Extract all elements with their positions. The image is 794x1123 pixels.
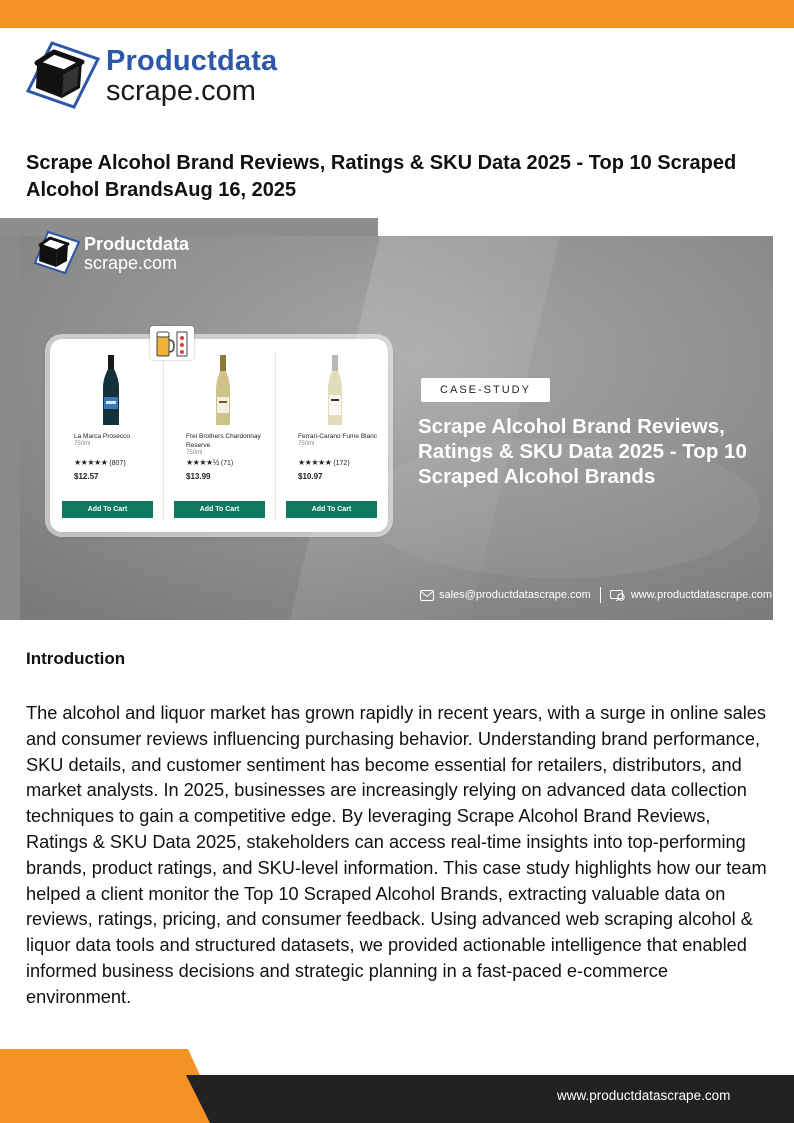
review-count: (807) bbox=[109, 460, 126, 467]
star-rating-icon: ★★★★★ bbox=[298, 458, 332, 467]
product-size: 750ml bbox=[298, 441, 315, 447]
section-heading-introduction: Introduction bbox=[26, 649, 126, 668]
globe-click-icon bbox=[610, 590, 626, 601]
drinks-icon bbox=[150, 326, 194, 360]
review-count: (172) bbox=[333, 460, 350, 467]
product-rating bbox=[186, 458, 276, 467]
product-size: 750ml bbox=[186, 450, 203, 456]
cube-logo-icon bbox=[24, 40, 104, 112]
product-size: 750ml bbox=[74, 441, 91, 447]
banner-logo-line-2: scrape.com bbox=[84, 252, 178, 273]
page-title: Scrape Alcohol Brand Reviews, Ratings & SKU Data 2025 - Top 10 Scraped Alcohol BrandsAug 16, 2025 bbox=[26, 152, 737, 201]
brand-logo[interactable] bbox=[24, 40, 277, 112]
review-count: (71) bbox=[220, 460, 234, 467]
white-wine-bottle-icon bbox=[321, 355, 349, 427]
product-name: Frei Brothers Chardonnay Reserve bbox=[186, 433, 261, 449]
contact-email[interactable]: sales@productdatascrape.com bbox=[439, 589, 591, 601]
logo-wordmark bbox=[106, 44, 278, 107]
product-rating bbox=[298, 458, 388, 467]
banner-logo bbox=[32, 230, 189, 276]
footer-band bbox=[0, 1049, 794, 1123]
add-to-cart-button[interactable]: Add To Cart bbox=[62, 501, 153, 518]
product-name: La Marca Prosecco bbox=[74, 433, 130, 440]
hero-banner bbox=[0, 218, 794, 638]
product-price: $10.97 bbox=[298, 472, 323, 481]
banner-cube-logo-icon bbox=[32, 230, 82, 276]
product-rating bbox=[74, 458, 164, 467]
top-accent-bar bbox=[0, 0, 794, 28]
banner-logo-line-1: Productdata bbox=[84, 233, 190, 254]
product-card bbox=[286, 351, 388, 521]
product-cards-panel bbox=[50, 339, 388, 532]
banner-title: Scrape Alcohol Brand Reviews, Ratings & SKU Data 2025 - Top 10 Scraped Alcohol Brands bbox=[418, 415, 747, 488]
product-name: Ferrari-Carano Fume Blanc bbox=[298, 433, 378, 440]
add-to-cart-button[interactable]: Add To Cart bbox=[174, 501, 265, 518]
white-wine-bottle-icon bbox=[209, 355, 237, 427]
product-price: $12.57 bbox=[74, 472, 99, 481]
mail-icon bbox=[420, 590, 434, 601]
footer-website-link[interactable]: www.productdatascrape.com bbox=[557, 1088, 731, 1103]
case-study-badge: CASE-STUDY bbox=[421, 378, 550, 402]
contact-divider bbox=[600, 587, 601, 603]
star-rating-icon: ★★★★★ bbox=[74, 458, 108, 467]
banner-logo-wordmark bbox=[84, 235, 189, 272]
product-card bbox=[62, 351, 164, 521]
product-price: $13.99 bbox=[186, 472, 211, 481]
banner-contact-bar bbox=[420, 587, 772, 603]
sparkling-wine-bottle-icon bbox=[97, 355, 125, 427]
product-card bbox=[174, 351, 276, 521]
logo-line-1: Productdata bbox=[106, 44, 278, 77]
intro-paragraph: The alcohol and liquor market has grown rapidly in recent years, with a surge in online sales and consumer reviews influencing purchasing behavior. Understanding brand performance, SKU details, and customer sentiment has become essential for retailers, distributors, and market analysts. In 2025, businesses are increasingly relying on advanced data collection techniques to gain a competitive edge. By leveraging Scrape Alcohol Brand Reviews, Ratings & SKU Data 2025, stakeholders can access real-time insights into top-performing brands, product ratings, and SKU-level information. This case study highlights how our team helped a client monitor the Top 10 Scraped Alcohol Brands, extracting valuable data on reviews, ratings, pricing, and consumer feedback. Using advanced web scraping alcohol & liquor data tools and structured datasets, we provided actionable intelligence that enabled informed business decisions and strategic planning in a fast-paced e-commerce environment. bbox=[26, 703, 767, 1007]
star-rating-icon: ★★★★½ bbox=[186, 458, 219, 467]
logo-line-2: scrape.com bbox=[106, 74, 256, 107]
add-to-cart-button[interactable]: Add To Cart bbox=[286, 501, 377, 518]
contact-website[interactable]: www.productdatascrape.com bbox=[630, 589, 773, 601]
